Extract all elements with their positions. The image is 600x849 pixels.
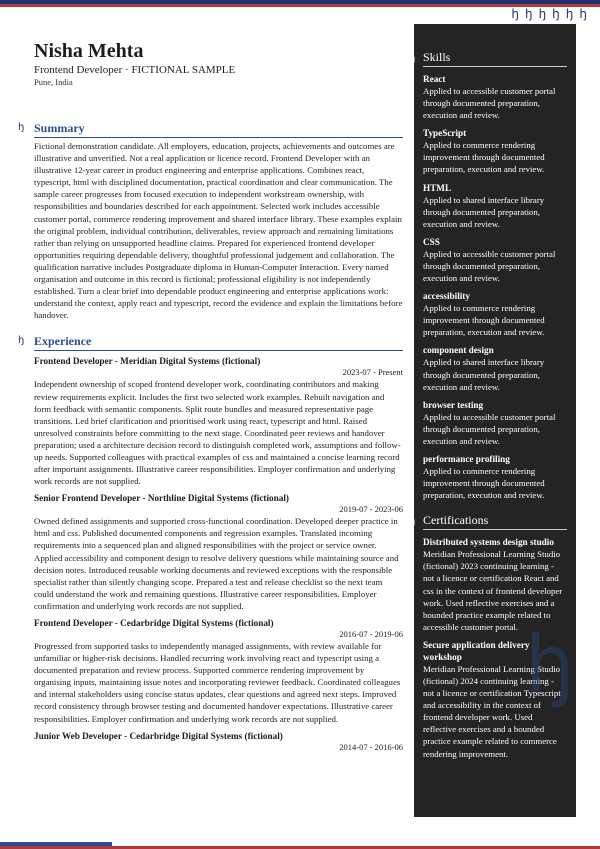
section-marker-icon: ꜧ (409, 516, 416, 528)
skill-name: accessibility (423, 291, 470, 302)
summary-title: Summary (34, 121, 403, 138)
certification-description: Meridian Professional Learning Studio (fictional) 2024 continuing learning - not a licence or certification Typescript and accessibility in the context of frontend developer work. Used reflective exercises and a bounded practice example related to commerce rendering improvement. (423, 663, 561, 759)
main-column (18, 40, 403, 752)
job-entry (34, 617, 403, 725)
candidate-location: Pune, India (34, 77, 73, 87)
skill-name: TypeScript (423, 128, 467, 139)
skill-name: performance profiling (423, 453, 510, 464)
skill-description: Applied to commerce rendering improvement through documented preparation, execution and review. (423, 140, 545, 175)
skill-item (423, 127, 567, 175)
candidate-name: Nisha Mehta (34, 40, 144, 62)
top-red-bar (0, 4, 600, 7)
ornament-icon: ꜧ (538, 7, 548, 21)
skill-item (423, 453, 567, 501)
experience-section-header (18, 334, 403, 351)
job-title: Senior Frontend Developer - Northline Digital Systems (fictional) (34, 493, 289, 504)
certification-item (423, 536, 567, 633)
job-entry (34, 355, 403, 487)
job-title: Frontend Developer - Meridian Digital Systems (fictional) (34, 356, 261, 367)
job-description: Progressed from supported tasks to independently managed assignments, with review available for unfamiliar or higher-risk decisions. Handled recurring work involving react and typescript using a documented preparation and review process. Supported commerce rendering improvement by organising inputs, maintaining issue notes and incorporating reviewer feedback. Coordinated colleagues and internal stakeholders using concise status updates, clear questions and agreed next steps. Improved record consistency through browser testing and documented handover expectations. Illustrative career responsibilities. Employer confirmation and underlying work records are not supplied. (34, 641, 401, 724)
candidate-headline: Frontend Developer · FICTIONAL SAMPLE (34, 64, 236, 76)
skills-title: Skills (423, 50, 451, 64)
skill-name: component design (423, 345, 494, 356)
skill-name: browser testing (423, 399, 484, 410)
certification-name: Secure application delivery workshop (423, 639, 530, 662)
summary-section-header (18, 121, 403, 138)
ornament-icon: ꜧ (524, 7, 534, 21)
job-description: Independent ownership of scoped frontend developer work, coordinating contributors and making review requirements explicit. Includes the first two selected work examples. Rebuilt navigation and form feedback with semantic components. Split route bundles and measured representative page transitions. Led brief clarification and prioritised work using react, typescript and html. Raised unresolved constraints before committing to the next stage. Coordinated peer reviews and handover preparation; used a architecture decision record to distinguish completed work, assumptions and follow-up needs. Supported colleagues with practical examples of css and maintained a concise learning record after important assignments. Illustrative career responsibilities. Employer confirmation and underlying work records are not supplied. (34, 379, 401, 487)
job-description: Owned defined assignments and supported cross-functional coordination. Developed deeper practice in html and css. Published documented components and regression examples. Translated incoming requirements into a sequenced plan and aligned responsibilities with the project or service owner. Applied accessibility and component design to resolve delivery questions while maintaining source and decision notes. Introduced reusable working documents and reviewed exceptions with the responsible specialist rather than silently changing scope. Prepared a test and release checklist so the next team could understand the work and remaining questions. Illustrative career responsibilities. Employer confirmation and underlying work records are not supplied. (34, 516, 399, 611)
certifications-section-header (409, 513, 567, 530)
job-entry (34, 492, 403, 612)
skill-item (423, 290, 567, 338)
skill-description: Applied to shared interface library through documented preparation, execution and review. (423, 194, 545, 229)
skill-item (423, 182, 567, 230)
skills-section-header (409, 50, 567, 67)
skill-description: Applied to accessible customer portal through documented preparation, execution and review. (423, 248, 556, 284)
skill-item (423, 399, 567, 447)
section-marker-icon: ꜧ (18, 335, 25, 347)
skill-description: Applied to accessible customer portal through documented preparation, execution and review. (423, 411, 556, 446)
certification-description: Meridian Professional Learning Studio (fictional) 2023 continuing learning - not a licence or certification React and css in the context of frontend developer work. Used reflective exercises and a bounded practice example related to accessible customer portal. (423, 549, 563, 632)
job-title: Frontend Developer - Cedarbridge Digital Systems (fictional) (34, 618, 274, 628)
job-dates: 2023-07 - Present (342, 367, 403, 378)
ornament-icon: ꜧ (511, 7, 520, 21)
skill-description: Applied to commerce rendering improvement through documented preparation, execution and review. (423, 465, 545, 501)
ornament-icon: ꜧ (565, 7, 575, 21)
section-marker-icon: ꜧ (18, 122, 25, 133)
job-dates: 2019-07 - 2023-06 (339, 504, 403, 515)
skill-item (423, 73, 567, 121)
job-dates: 2016-07 - 2019-06 (339, 629, 403, 639)
skill-item (423, 236, 567, 284)
certification-name: Distributed systems design studio (423, 537, 554, 548)
experience-title: Experience (34, 334, 403, 351)
skill-name: React (423, 74, 446, 84)
skill-description: Applied to shared interface library through documented preparation, execution and review. (423, 357, 545, 392)
job-dates: 2014-07 - 2016-06 (339, 741, 403, 752)
ornament-icon: ꜧ (552, 7, 561, 21)
certifications-title: Certifications (423, 513, 489, 528)
job-entry (34, 730, 403, 752)
summary-text: Fictional demonstration candidate. All employers, education, projects, achievements and outcomes are illustrative and unverified. Not a real application or licence record. Frontend Developer with an illustrative 12-year career in product engineering and enterprise applications. Combines react, typescript, html with disciplined documentation, practical coordination and clear communication. The sample career progresses from focused execution to independent workstream ownership, with responsibilities and boundaries described for each appointment. Selected work includes accessible customer portal, commerce rendering improvement and shared interface library. These examples explain the original problem, individual contribution, deliverables, review approach and remaining limitations rather than relying on unsupported headline claims. Prepared for experienced frontend developer opportunities requiring dependable delivery, thoughtful professional judgement and collaboration. The qualification narrative includes Postgraduate diploma in Human-Computer Interaction. Every named organisation and outcome in this record is fictional; professional eligibility is not independently established. Turn a clear brief into dependable product engineering and enterprise applications work: understand the context, apply react and typescript, record the evidence and explain the limitations before handover. (34, 141, 403, 321)
skill-name: HTML (423, 182, 452, 193)
skill-description: Applied to accessible customer portal through documented preparation, execution and review. (423, 86, 556, 121)
skill-name: CSS (423, 236, 440, 247)
watermark-glyph-icon: ꜧ (525, 620, 575, 710)
job-title: Junior Web Developer - Cedarbridge Digital Systems (fictional) (34, 730, 283, 741)
top-ornament-row (511, 7, 588, 21)
section-marker-icon: ꜧ (409, 53, 416, 64)
ornament-icon: ꜧ (579, 7, 588, 21)
skill-item (423, 344, 567, 392)
skill-description: Applied to commerce rendering improvement through documented preparation, execution and review. (423, 303, 545, 338)
